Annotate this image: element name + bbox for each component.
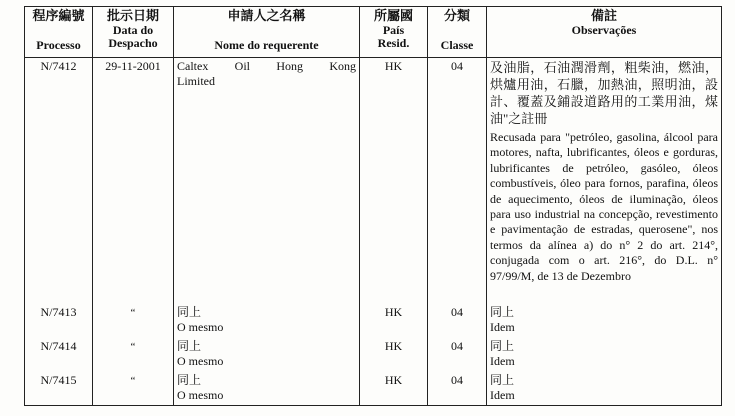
cell-observacoes: 同上 Idem xyxy=(487,304,722,338)
table-row xyxy=(25,304,722,338)
cell-processo: N/7413 xyxy=(25,304,93,338)
trademark-register-table xyxy=(24,6,722,406)
ditto-mark: “ xyxy=(130,306,136,319)
table-row xyxy=(25,58,722,304)
cell-classe: 04 xyxy=(428,338,487,372)
table-row xyxy=(25,372,722,406)
cell-classe: 04 xyxy=(428,58,487,304)
cell-pais: HK xyxy=(360,338,428,372)
cell-data xyxy=(93,372,174,406)
obs-text-pt: Recusada para "petróleo, gasolina, álcool para motores, nafta, lubrificantes, óleos e gorduras, lubrificantes de petróleo, gasóleo, óleos combustíveis, óleo para fornos, parafina, óleos de aquecimento, óleos de iluminação, óleos para uso industrial na concepção, revestimento e pavimentação de estradas, querosene", nos termos da alínea a) do n° 2 do art. 214°, conjugada com o art. 216°, do D.L. n° 97/99/M, de 13 de Dezembro xyxy=(490,130,718,283)
header-classe: 分類 Classe xyxy=(428,7,487,58)
cell-pais: HK xyxy=(360,58,428,304)
cell-data: 29-11-2001 xyxy=(93,58,174,304)
header-data: 批示日期 Data do Despacho xyxy=(93,7,174,58)
cell-classe: 04 xyxy=(428,372,487,406)
ditto-mark: “ xyxy=(130,374,136,387)
cell-nome: 同上 O mesmo xyxy=(174,304,360,338)
header-observacoes: 備註 Observações xyxy=(487,7,722,58)
cell-data xyxy=(93,304,174,338)
header-nome: 申請人之名稱 Nome do requerente xyxy=(174,7,360,58)
cell-nome: 同上 O mesmo xyxy=(174,338,360,372)
cell-pais: HK xyxy=(360,372,428,406)
cell-pais: HK xyxy=(360,304,428,338)
ditto-mark: “ xyxy=(130,340,136,353)
cell-classe: 04 xyxy=(428,304,487,338)
table-row xyxy=(25,338,722,372)
cell-processo: N/7412 xyxy=(25,58,93,304)
cell-observacoes: 同上 Idem xyxy=(487,372,722,406)
cell-nome: 同上 O mesmo xyxy=(174,372,360,406)
cell-observacoes xyxy=(487,58,722,304)
header-pais: 所屬國 País Resid. xyxy=(360,7,428,58)
cell-nome: Caltex Oil Hong Kong Limited xyxy=(174,58,360,304)
header-processo: 程序編號 Processo xyxy=(25,7,93,58)
obs-text-zh: 及油脂，石油潤滑劑，粗柴油，燃油，烘爐用油，石臘，加熱油，照明油，設計、覆蓋及鋪設道路用的工業用油，煤油"之註冊 xyxy=(490,60,718,126)
cell-observacoes: 同上 Idem xyxy=(487,338,722,372)
cell-data xyxy=(93,338,174,372)
cell-processo: N/7415 xyxy=(25,372,93,406)
table-header-row xyxy=(25,7,722,58)
cell-processo: N/7414 xyxy=(25,338,93,372)
